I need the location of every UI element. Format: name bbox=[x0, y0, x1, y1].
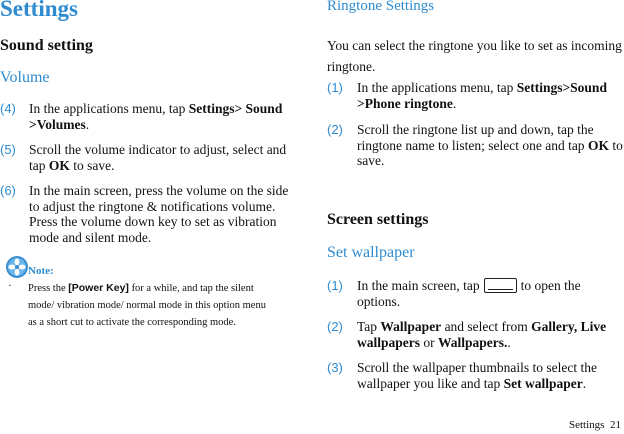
section-heading-screen: Screen settings bbox=[327, 211, 429, 228]
subsection-heading-ringtone: Ringtone Settings bbox=[327, 0, 435, 14]
page-number: 21 bbox=[609, 419, 621, 431]
step-number: (5) bbox=[0, 142, 16, 157]
intro-text: You can select the ringtone you like to set as incoming ringtone. bbox=[327, 38, 622, 74]
step-number: (2) bbox=[327, 122, 343, 137]
page-title: Settings bbox=[0, 0, 78, 21]
note-bullet: · bbox=[8, 280, 12, 292]
step-text: Scroll the wallpaper thumbnails to select the wallpaper you like and tap Set wallpaper. bbox=[357, 360, 597, 391]
section-heading-sound: Sound setting bbox=[0, 37, 93, 54]
step-text: In the main screen, tap to open the options. bbox=[357, 278, 581, 309]
step-number: (2) bbox=[327, 319, 343, 334]
step-number: (1) bbox=[327, 80, 343, 95]
note-label: Note: bbox=[28, 265, 54, 277]
step-number: (4) bbox=[0, 101, 16, 116]
menu-key-icon bbox=[484, 278, 517, 293]
step-text: Scroll the volume indicator to adjust, select and tap OK to save. bbox=[29, 142, 287, 173]
step-text: In the applications menu, tap Settings>Sound >Phone ringtone. bbox=[357, 80, 607, 111]
subsection-heading-wallpaper: Set wallpaper bbox=[327, 244, 415, 261]
note-text: Press the [Power Key] for a while, and tap the silent mode/ vibration mode/ normal mode in this option menu as a short cut to activate the corresponding mode. bbox=[28, 282, 266, 328]
footer bbox=[569, 419, 621, 431]
subsection-heading-volume: Volume bbox=[0, 69, 50, 86]
step-text: In the applications menu, tap Settings> Sound >Volumes. bbox=[29, 101, 283, 132]
step-number: (1) bbox=[327, 278, 343, 293]
step-text: Scroll the ringtone list up and down, tap the ringtone name to listen; select one and tap OK to save. bbox=[357, 122, 623, 168]
step-text: Tap Wallpaper and select from Gallery, Live wallpapers or Wallpapers.. bbox=[357, 319, 607, 350]
step-number: (6) bbox=[0, 183, 16, 198]
step-text: In the main screen, press the volume on the side to adjust the ringtone & notifications volume. Press the volume down key to set as vibration mode and silent mode. bbox=[29, 183, 289, 245]
footer-label: Settings bbox=[569, 419, 605, 431]
step-number: (3) bbox=[327, 360, 343, 375]
